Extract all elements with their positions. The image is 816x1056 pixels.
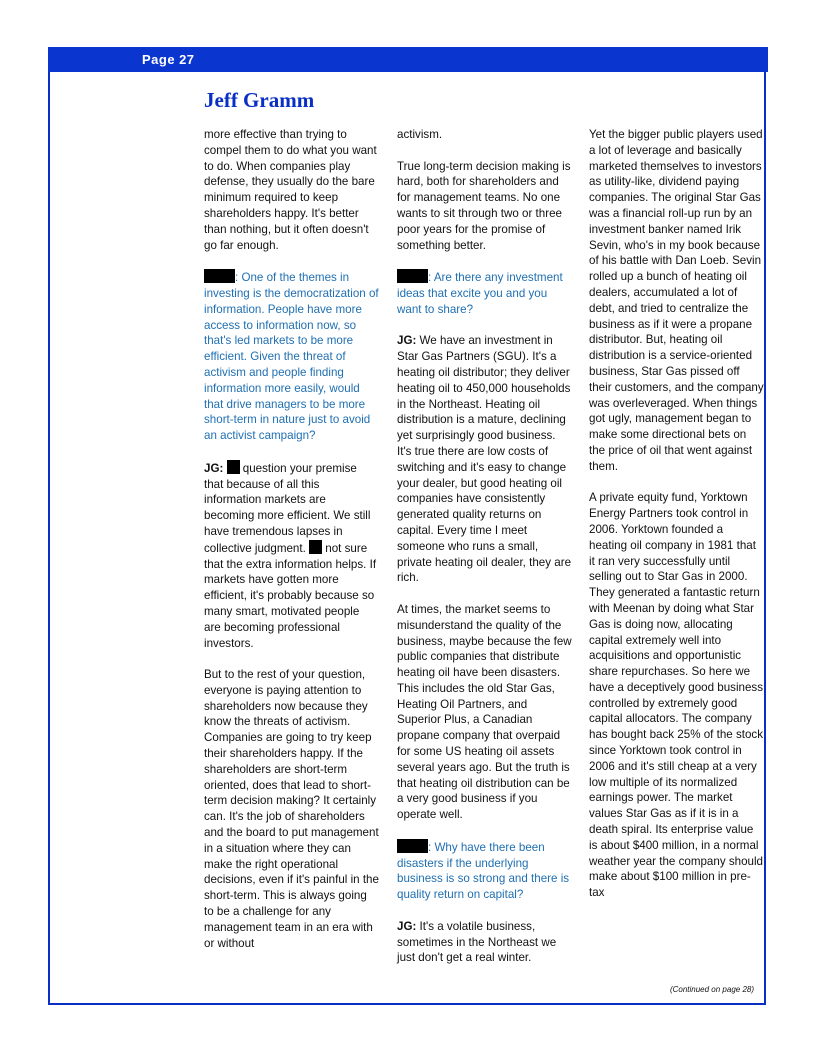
interviewee-answer [397, 333, 572, 586]
question-separator: : [428, 840, 432, 854]
redacted-word-block [227, 460, 240, 474]
question-text: Why have there been disasters if the underlying business is so strong and there is quality return on capital? [397, 840, 570, 902]
page-header-band [48, 47, 768, 72]
interviewee-answer [204, 460, 379, 652]
text-column-1 [204, 127, 379, 951]
answer-text: We have an investment in Star Gas Partners (SGU). It's a heating oil distributor; they deliver heating oil to 450,000 households in the Northeast. Heating oil distribution is a mature, declining yet surprisingly good business. It's true there are low costs of switching and it's easy to change your dealer, but good heating oil companies have consistently generated quality returns on capital. Every time I meet someone who runs a small, private heating oil dealer, they are rich. [397, 334, 572, 585]
question-separator: : [428, 271, 432, 285]
page-number-value: 27 [179, 52, 195, 67]
speaker-label: JG: [397, 334, 417, 348]
redacted-name-block [397, 839, 428, 853]
interviewer-question [397, 839, 572, 903]
paragraph: But to the rest of your question, everyone is paying attention to shareholders now because they know the threats of activism. Companies are going to try keep their shareholders happy. If the shareholders are short-term oriented, does that lead to short-term decision making? It certainly can. It's the job of shareholders and the board to put management in a situation where they can make the right operational decisions, even if it's painful in the short-term. This is always going to be a challenge for any management team in an era with or without [204, 668, 379, 950]
interviewer-question [397, 269, 572, 317]
question-text: Are there any investment ideas that excite you and you want to share? [397, 271, 563, 316]
paragraph: A private equity fund, Yorktown Energy Partners took control in 2006. Yorktown founded a heating oil company in 1981 that it ran very successfully until selling out to Star Gas in 2000. They generated a fantastic return with Meenan by doing what Star Gas is doing now, allocating capital extremely well into acquisitions and opportunistic share repurchases. So here we have a deceptively good business controlled by extremely good capital allocators. The company has bought back 25% of the stock since Yorktown took control in 2006 and it's still cheap at a very low multiple of its normalized earnings power. The market values Star Gas as if it is in a death spiral. Its enterprise value is about $400 million, in a normal weather year the company should make about $100 million in pre-tax [589, 491, 764, 900]
redacted-name-block [204, 269, 235, 283]
answer-text: not sure that the extra information helps. If markets have gotten more efficient, it's probably because so many smart, motivated people are becoming professional investors. [204, 541, 377, 650]
speaker-label: JG: [204, 461, 224, 475]
article-author-heading: Jeff Gramm [204, 88, 315, 112]
interviewee-answer [397, 919, 572, 966]
speaker-label: JG: [397, 919, 417, 933]
continued-note: (Continued on page 28) [669, 985, 754, 994]
answer-text: question your premise that because of all this information markets are becoming more efficient. We still have tremendous lapses in collective judgment. [204, 461, 371, 555]
text-column-2 [397, 127, 572, 966]
paragraph: activism. [397, 128, 443, 141]
paragraph: more effective than trying to compel them to do what you want to do. When companies play defense, they usually do the bare minimum required to keep shareholders happy. It's better than nothing, but it often doesn't go far enough. [204, 128, 377, 252]
redacted-name-block [397, 269, 428, 283]
redacted-word-block [309, 540, 322, 554]
paragraph: True long-term decision making is hard, both for shareholders and for management teams. No one wants to sit through two or three poor years for the promise of something better. [397, 159, 571, 252]
paragraph: At times, the market seems to misunderstand the quality of the business, maybe because the few public companies that distribute heating oil have been disasters. This includes the old Star Gas, Heating Oil Partners, and Superior Plus, a Canadian propane company that overpaid for some US heating oil assets several years ago. But the truth is that heating oil distribution can be a very good business if you operate well. [397, 602, 572, 822]
page-number [138, 52, 195, 67]
interviewer-question [204, 269, 379, 444]
question-separator: : [235, 271, 239, 285]
text-column-3 [589, 127, 764, 901]
page-label: Page [142, 52, 176, 67]
answer-text: It's a volatile business, sometimes in the Northeast we just don't get a real winter. [397, 919, 557, 965]
paragraph: Yet the bigger public players used a lot of leverage and basically marketed themselves to investors as utility-like, dividend paying companies. The original Star Gas was a financial roll-up run by an investment banker named Irik Sevin, who's in my book because of his battle with Dan Loeb. Sevin rolled up a bunch of heating oil dealers, accumulated a lot of debt, and tried to centralize the business as if it were a propane distributor. But, heating oil distribution is a service-oriented business, Star Gas pissed off their customers, and the company was overleveraged. When things got ugly, management began to make some directional bets on the price of oil that went against them. [589, 128, 764, 473]
question-text: One of the themes in investing is the democratization of information. People have more access to information now, so that's led markets to be more efficient. Given the threat of activism and people finding information more easily, would that drive managers to be more short-term in nature just to avoid an activist campaign? [204, 271, 379, 443]
